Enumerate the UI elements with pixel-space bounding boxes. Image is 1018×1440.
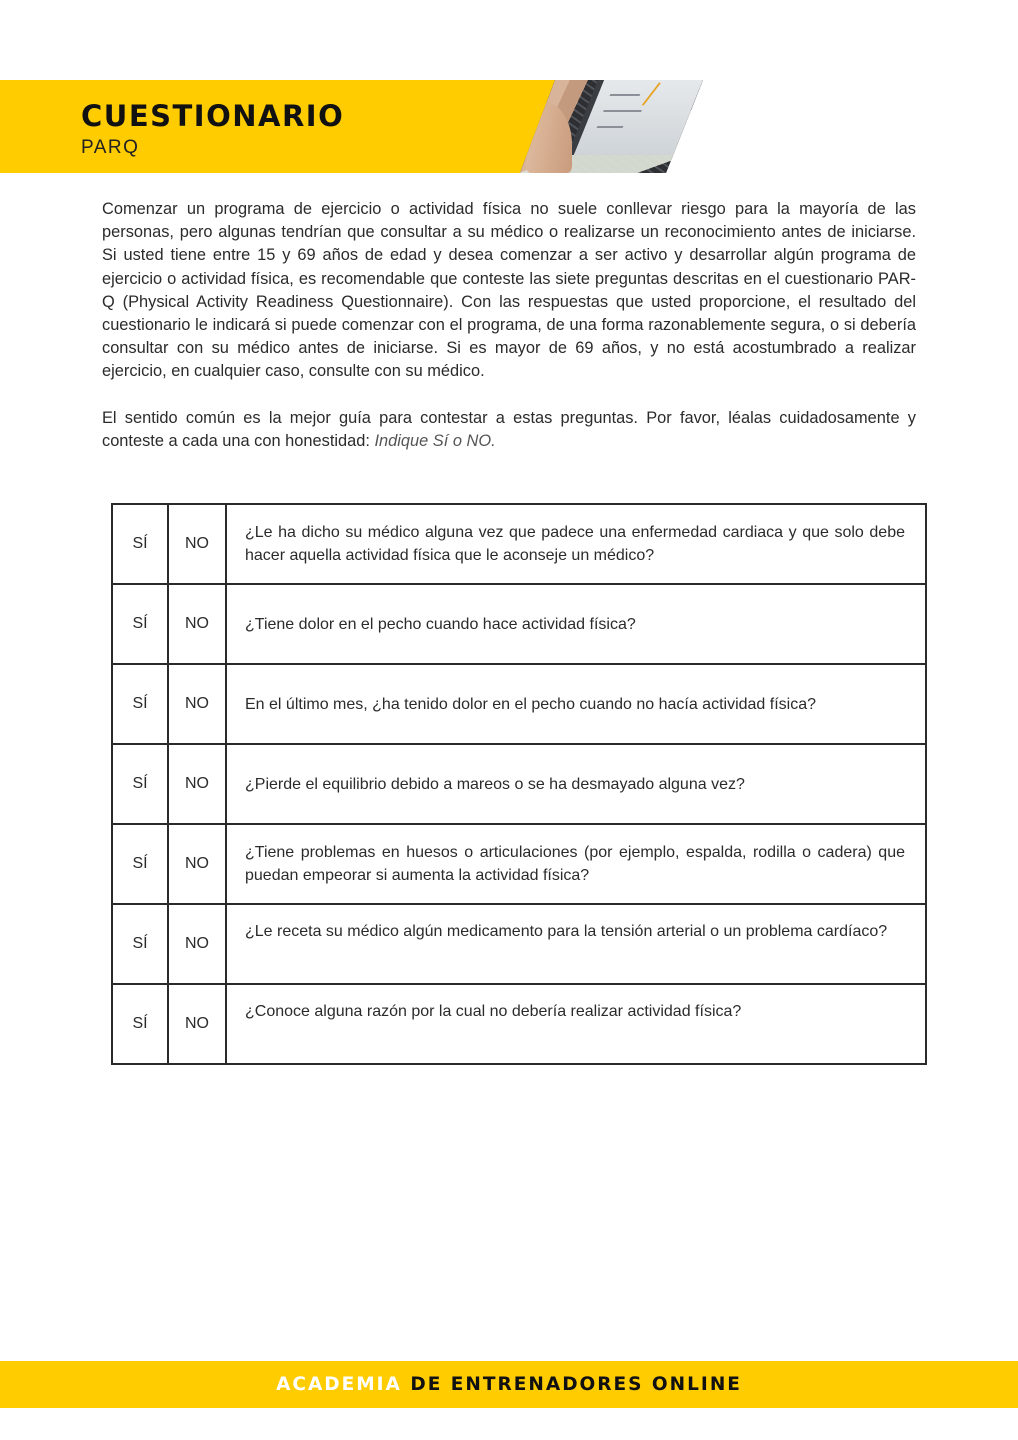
table-row: [112, 504, 926, 584]
footer-brand-rest: DE ENTRENADORES ONLINE: [410, 1374, 742, 1395]
no-option[interactable]: NO: [168, 984, 226, 1064]
question-text: ¿Pierde el equilibrio debido a mareos o se ha desmayado alguna vez?: [226, 744, 926, 824]
intro-text: [102, 198, 916, 453]
footer-brand-academia: ACADEMIA: [276, 1374, 402, 1395]
yes-option[interactable]: SÍ: [112, 664, 168, 744]
no-option[interactable]: NO: [168, 824, 226, 904]
yes-option[interactable]: SÍ: [112, 824, 168, 904]
yes-option[interactable]: SÍ: [112, 904, 168, 984]
table-row: [112, 664, 926, 744]
yes-option[interactable]: SÍ: [112, 984, 168, 1064]
table-row: [112, 744, 926, 824]
table-row: [112, 824, 926, 904]
no-option[interactable]: NO: [168, 504, 226, 584]
table-row: [112, 904, 926, 984]
question-text: ¿Le receta su médico algún medicamento para la tensión arterial o un problema cardíaco?: [226, 904, 926, 984]
laptop-screen: [568, 80, 703, 155]
page-title: CUESTIONARIO: [81, 99, 345, 133]
question-text: ¿Tiene dolor en el pecho cuando hace actividad física?: [226, 584, 926, 664]
footer-brand-band: [0, 1361, 1018, 1408]
no-option[interactable]: NO: [168, 664, 226, 744]
parq-questionnaire-table: [111, 503, 927, 1065]
intro-paragraph-2: El sentido común es la mejor guía para contestar a estas preguntas. Por favor, léalas cuidadosamente y conteste a cada una con honestidad: Indique Sí o NO.: [102, 408, 916, 450]
table-row: [112, 584, 926, 664]
no-option[interactable]: NO: [168, 904, 226, 984]
no-option[interactable]: NO: [168, 744, 226, 824]
yes-option[interactable]: SÍ: [112, 504, 168, 584]
question-text: ¿Tiene problemas en huesos o articulaciones (por ejemplo, espalda, rodilla o cadera) que puedan empeorar si aumenta la actividad física?: [226, 824, 926, 904]
yes-option[interactable]: SÍ: [112, 584, 168, 664]
question-text: ¿Conoce alguna razón por la cual no debería realizar actividad física?: [226, 984, 926, 1064]
yes-option[interactable]: SÍ: [112, 744, 168, 824]
question-text: ¿Le ha dicho su médico alguna vez que padece una enfermedad cardiaca y que solo debe hacer aquella actividad física que le aconseje un médico?: [226, 504, 926, 584]
table-row: [112, 984, 926, 1064]
no-option[interactable]: NO: [168, 584, 226, 664]
question-text: En el último mes, ¿ha tenido dolor en el pecho cuando no hacía actividad física?: [226, 664, 926, 744]
page-subtitle: PARQ: [81, 137, 140, 158]
instruction-emphasis: Indique Sí o NO.: [374, 431, 496, 450]
intro-paragraph-1: Comenzar un programa de ejercicio o actividad física no suele conllevar riesgo para la mayoría de las personas, pero algunas tendrían que consultar a su médico o realizarse un reconocimiento antes de iniciarse. Si usted tiene entre 15 y 69 años de edad y desea comenzar a ser activo y desarrollar algún programa de ejercicio o actividad física, es recomendable que conteste las siete preguntas descritas en el cuestionario PAR-Q (Physical Activity Readiness Questionnaire). Con las respuestas que usted proporcione, el resultado del cuestionario le indicará si puede comenzar con el programa, de una forma razonablemente segura, o si debería consultar con su médico antes de iniciarse. Si es mayor de 69 años, y no está acostumbrado a realizar ejercicio, en cualquier caso, consulte con su médico.: [102, 200, 916, 381]
